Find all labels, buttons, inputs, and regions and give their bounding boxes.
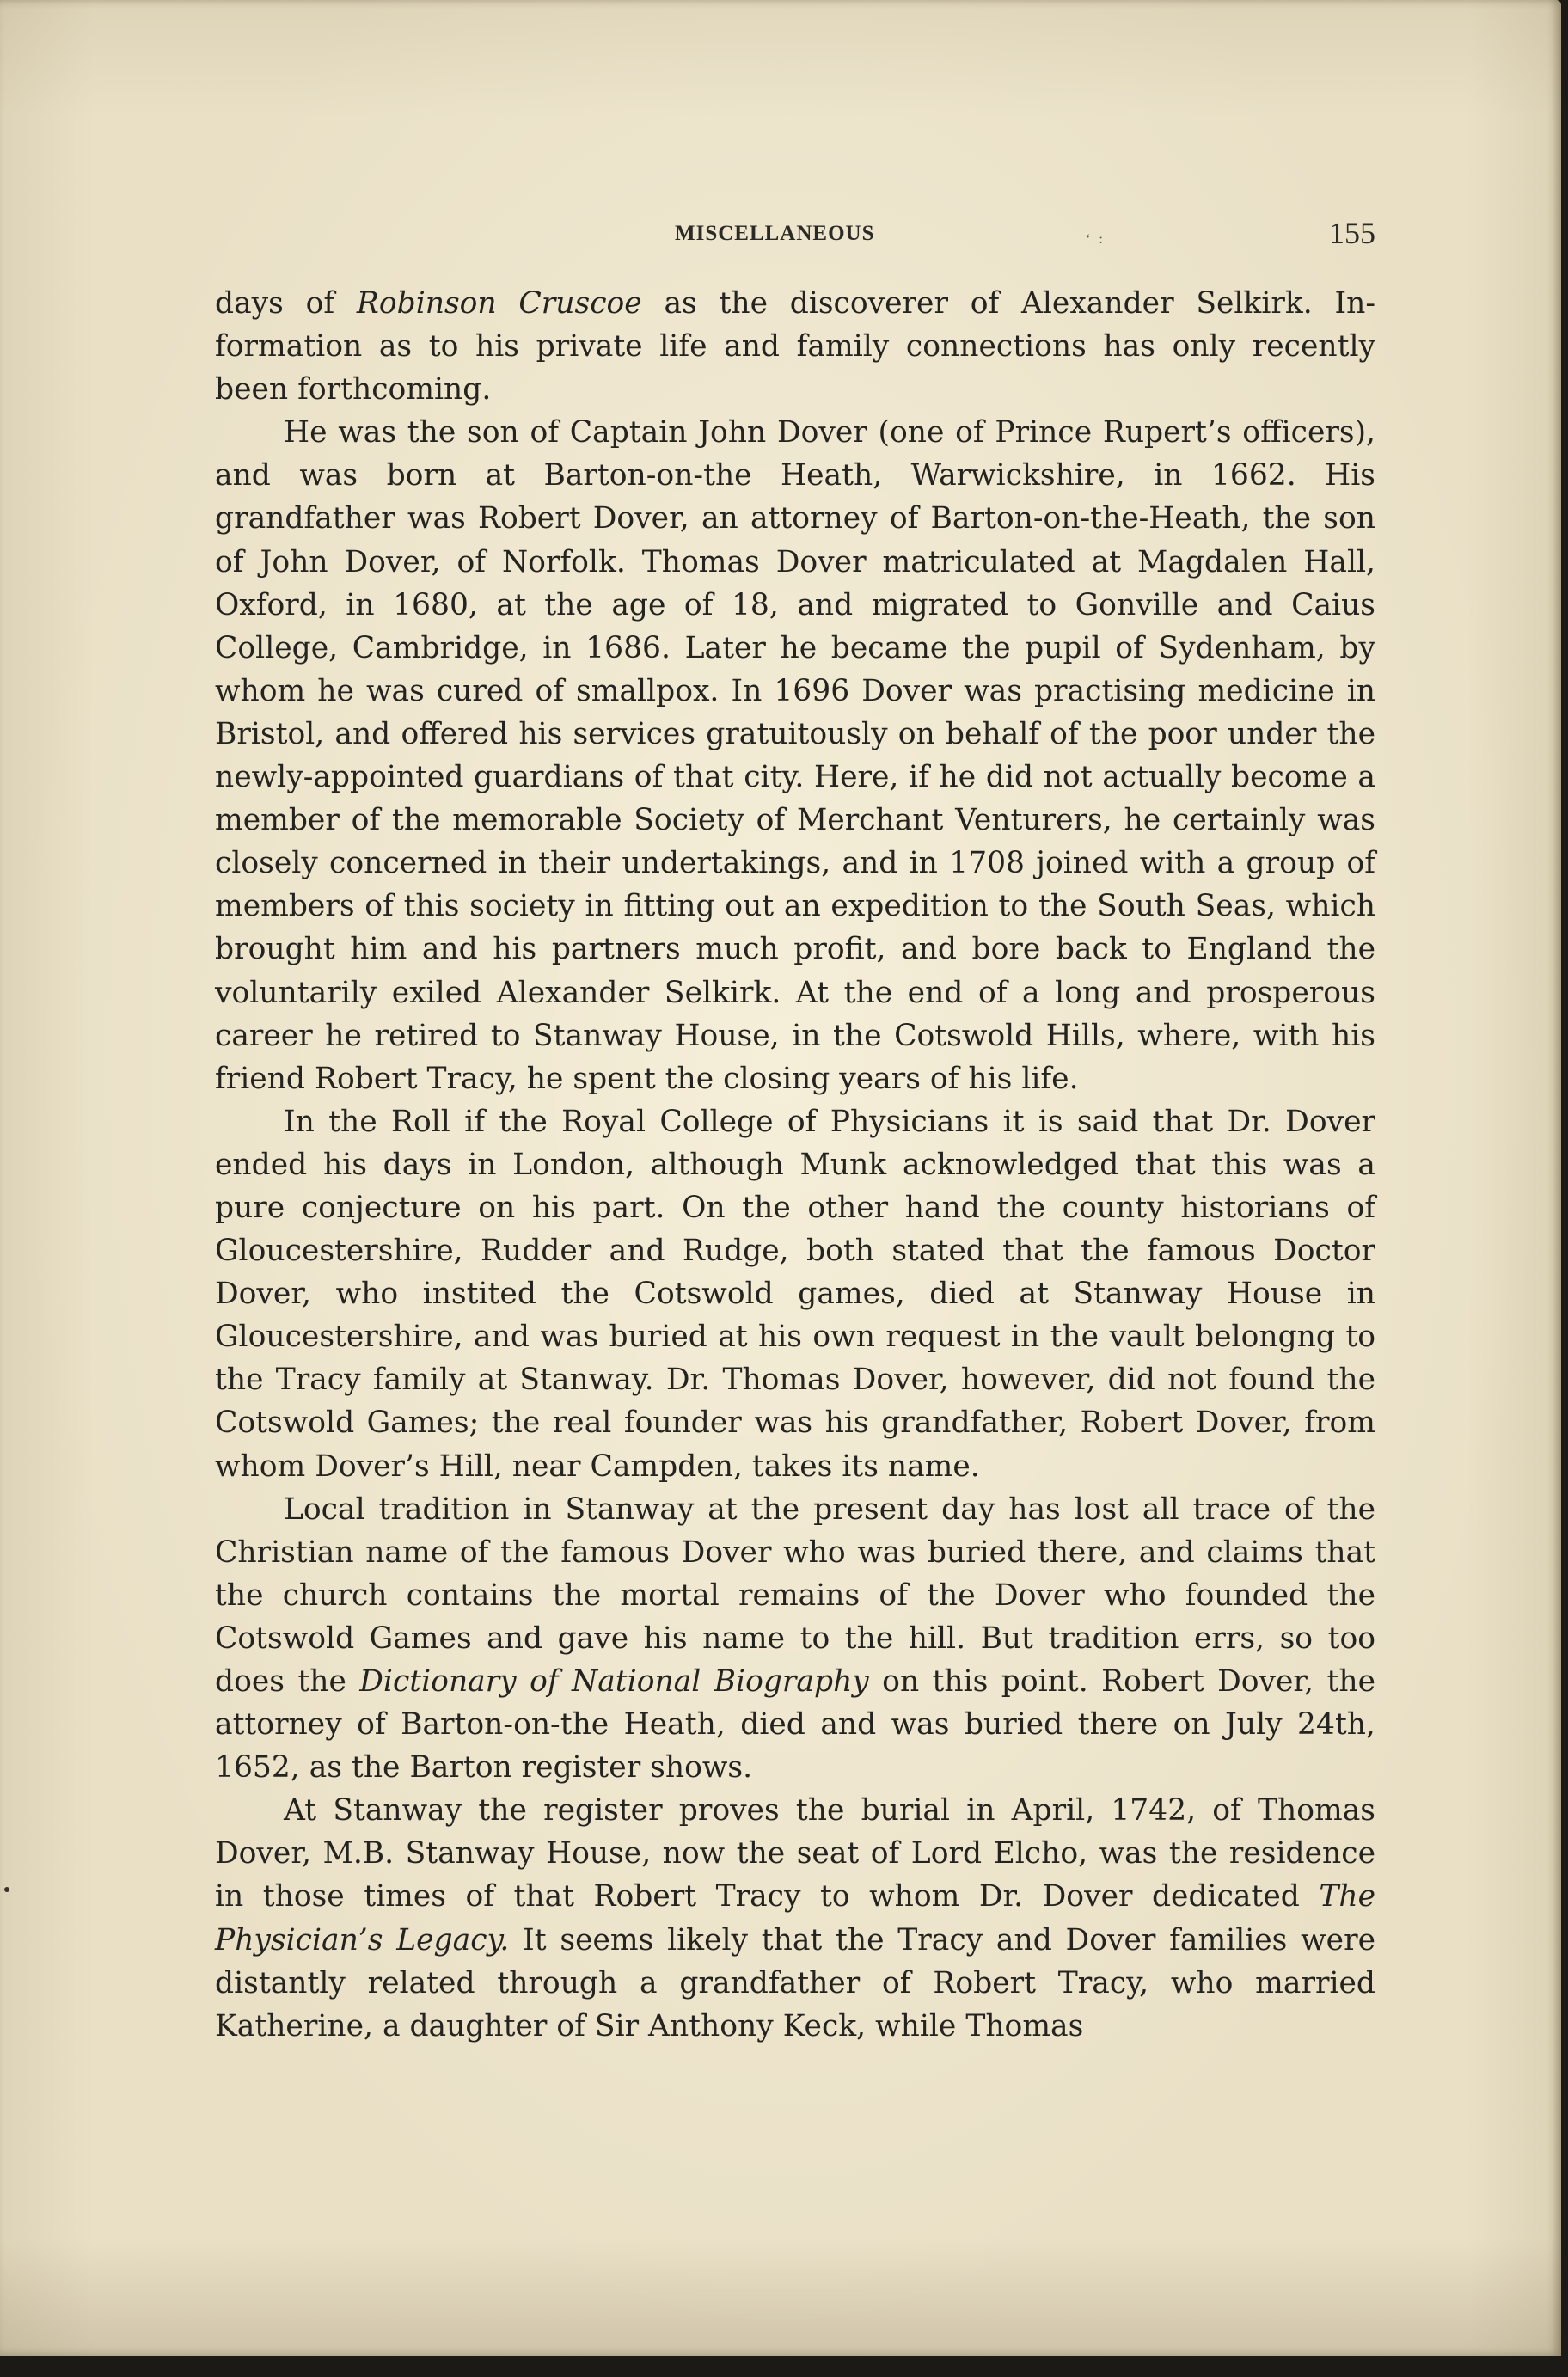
text-run: At Stanway the register proves the burial in April, 1742, of Thomas Dover, M.B. Stanway House, now the seat of Lord Elcho, was the residence in those times of that Robert Tracy to whom Dr. Dover dedicated xyxy=(215,1793,1375,1914)
stray-marks: ‘ : xyxy=(1086,232,1106,247)
text-run: In the Roll if the Royal College of Physicians it is said that Dr. Dover ended his days in London, although Munk acknowledged that this was a pure conjecture on his part. On the other hand the county historians of Gloucestershire, Rudder and Rudge, both stated that the famous Doctor Dover, who instited the Cotswold games, died at Stanway House in Gloucestershire, and was buried at his own request in the vault belongng to the Tracy family at Stanway. Dr. Thomas Dover, however, did not found the Cotswold Games; the real founder was his grandfather, Robert Dover, from whom Dover’s Hill, near Campden, takes its name. xyxy=(215,1104,1375,1484)
text-run: days of xyxy=(215,286,357,321)
text-run: Local tradition in Stanway at the present day has lost all trace of the Christian name of the famous Dover who was buried there, and claims that the church contains the mortal remains of the Dover who founded the Cotswold Games and gave his name to the hill. But tradition errs, so too does the xyxy=(215,1492,1375,1699)
paragraph-2 xyxy=(215,411,1375,1100)
running-title: MISCELLANEOUS xyxy=(675,222,875,245)
body-text xyxy=(215,282,1375,2048)
italic-title: Robinson Cruscoe xyxy=(356,286,642,321)
text-run: as the discoverer of Alexander Selkirk. Information as to his private life and family connections has only recently been forthcoming. xyxy=(215,286,1375,407)
text-run: on this point. Robert Dover, the attorney of Barton-on-the Heath, died and was buried there on July 24th, 1652, as the Barton register shows. xyxy=(215,1664,1375,1786)
margin-speck xyxy=(4,1887,9,1892)
paragraph-1 xyxy=(215,282,1375,411)
italic-title: The Physician’s Legacy. xyxy=(215,1879,1375,1957)
paragraph-4 xyxy=(215,1488,1375,1790)
italic-title: Dictionary of National Biography xyxy=(359,1664,869,1699)
paragraph-5 xyxy=(215,1789,1375,2048)
text-run: He was the son of Captain John Dover (one of Prince Rupert’s officers), and was born at Barton-on-the Heath, Warwickshire, in 1662. His grandfather was Robert Dover, an attorney of Barton-on-the-Heath, the son of John Dover, of Norfolk. Thomas Dover matriculated at Magdalen Hall, Oxford, in 1680, at the age of 18, and migrated to Gonville and Caius College, Cambridge, in 1686. Later he became the pupil of Sydenham, by whom he was cured of smallpox. In 1696 Dover was practising medicine in Bristol, and offered his services gratuitously on behalf of the poor under the newly-appointed guardians of that city. Here, if he did not actually become a member of the memorable Society of Merchant Venturers, he certainly was closely concerned in their undertakings, and in 1708 joined with a group of members of this society in fitting out an expedition to the South Seas, which brought him and his partners much profit, and bore back to England the voluntarily exiled Alexander Selkirk. At the end of a long and prosperous career he retired to Stanway House, in the Cotswold Hills, where, with his friend Robert Tracy, he spent the closing years of his life. xyxy=(215,415,1375,1096)
page-number: 155 xyxy=(1329,216,1375,250)
paragraph-3 xyxy=(215,1100,1375,1488)
text-run: It seems likely that the Tracy and Dover families were distantly related through a grandfather of Robert Tracy, who married Katherine, a daughter of Sir Anthony Keck, while Thomas xyxy=(215,1922,1375,2043)
running-head xyxy=(215,216,1375,254)
